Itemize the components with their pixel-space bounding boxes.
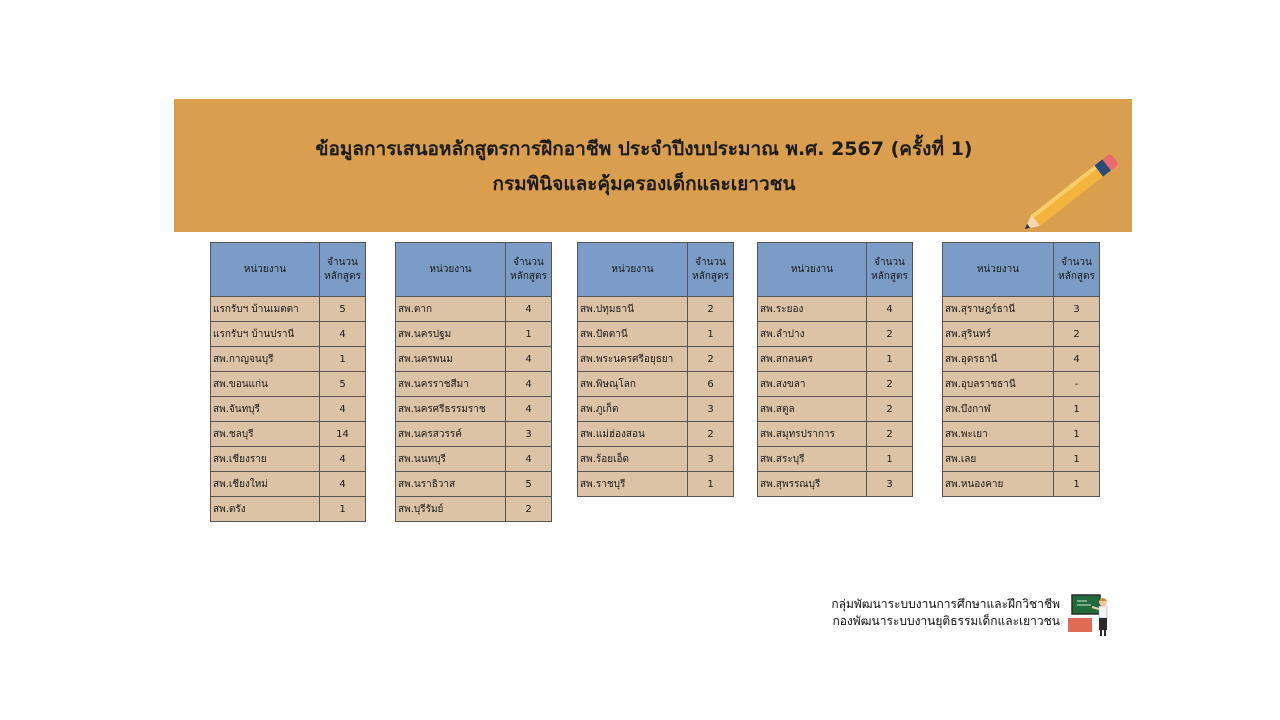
table-row (758, 322, 913, 347)
course-count-cell: 1 (320, 347, 366, 372)
table-row (578, 472, 734, 497)
unit-name-cell: สพ.จันทบุรี (211, 397, 320, 422)
unit-name-cell: สพ.นนทบุรี (396, 447, 506, 472)
course-count-cell: 3 (506, 422, 552, 447)
unit-name-cell: สพ.บึงกาฬ (943, 397, 1054, 422)
course-count-cell: 5 (506, 472, 552, 497)
unit-name-cell: สพ.นครสวรรค์ (396, 422, 506, 447)
table-row (758, 372, 913, 397)
table-row (211, 422, 366, 447)
course-count-cell: 2 (867, 422, 913, 447)
unit-table-5 (942, 242, 1100, 497)
table-row (758, 472, 913, 497)
table-row (211, 397, 366, 422)
course-count-cell: 3 (867, 472, 913, 497)
unit-name-cell: สพ.นครปฐม (396, 322, 506, 347)
table-row (943, 422, 1100, 447)
unit-name-cell: สพ.นครศรีธรรมราช (396, 397, 506, 422)
course-count-cell: 1 (867, 447, 913, 472)
teacher-icon (1067, 594, 1115, 640)
course-count-cell: 3 (688, 397, 734, 422)
table-row (943, 397, 1100, 422)
course-count-cell: 5 (320, 297, 366, 322)
table-row (211, 372, 366, 397)
table-row (211, 447, 366, 472)
table-header-row (211, 243, 366, 297)
column-header-count: จำนวน หลักสูตร (688, 243, 734, 297)
unit-name-cell: สพ.บุรีรัมย์ (396, 497, 506, 522)
unit-name-cell: สพ.ภูเก็ต (578, 397, 688, 422)
unit-name-cell: สพ.สกลนคร (758, 347, 867, 372)
course-count-cell: 1 (506, 322, 552, 347)
table-row (396, 472, 552, 497)
table-row (943, 472, 1100, 497)
course-count-cell: 1 (1054, 397, 1100, 422)
table-row (578, 372, 734, 397)
course-count-cell: 4 (320, 447, 366, 472)
table-header-row (578, 243, 734, 297)
column-header-unit: หน่วยงาน (758, 243, 867, 297)
table-row (943, 322, 1100, 347)
unit-name-cell: สพ.พิษณุโลก (578, 372, 688, 397)
column-header-count: จำนวน หลักสูตร (320, 243, 366, 297)
table-header-row (943, 243, 1100, 297)
unit-name-cell: สพ.สระบุรี (758, 447, 867, 472)
course-count-cell: 1 (688, 472, 734, 497)
table-row (943, 447, 1100, 472)
column-header-unit: หน่วยงาน (211, 243, 320, 297)
table-row (758, 422, 913, 447)
unit-name-cell: สพ.เชียงใหม่ (211, 472, 320, 497)
course-count-cell: 1 (1054, 447, 1100, 472)
column-header-unit: หน่วยงาน (943, 243, 1054, 297)
course-count-cell: 4 (320, 472, 366, 497)
pencil-icon (1012, 147, 1132, 237)
course-count-cell: 2 (1054, 322, 1100, 347)
course-count-cell: 1 (1054, 422, 1100, 447)
table-row (758, 397, 913, 422)
table-row (211, 297, 366, 322)
unit-name-cell: สพ.ปทุมธานี (578, 297, 688, 322)
course-count-cell: 4 (506, 347, 552, 372)
unit-name-cell: สพ.สุรินทร์ (943, 322, 1054, 347)
unit-name-cell: สพ.ตาก (396, 297, 506, 322)
unit-name-cell: สพ.ลำปาง (758, 322, 867, 347)
unit-name-cell: แรกรับฯ บ้านปรานี (211, 322, 320, 347)
unit-name-cell: สพ.นครราชสีมา (396, 372, 506, 397)
course-count-cell: 4 (506, 447, 552, 472)
table-row (211, 497, 366, 522)
unit-name-cell: สพ.ราชบุรี (578, 472, 688, 497)
course-count-cell: 6 (688, 372, 734, 397)
unit-name-cell: สพ.เชียงราย (211, 447, 320, 472)
table-row (211, 472, 366, 497)
unit-name-cell: สพ.ตรัง (211, 497, 320, 522)
table-row (396, 372, 552, 397)
table-row (578, 297, 734, 322)
table-row (396, 422, 552, 447)
table-row (578, 422, 734, 447)
table-header-row (758, 243, 913, 297)
table-row (758, 447, 913, 472)
course-count-cell: 4 (506, 297, 552, 322)
table-header-row (396, 243, 552, 297)
unit-table-2 (395, 242, 552, 522)
table-row (578, 347, 734, 372)
course-count-cell: 2 (867, 322, 913, 347)
title-banner (174, 99, 1132, 232)
unit-name-cell: สพ.แม่ฮ่องสอน (578, 422, 688, 447)
unit-name-cell: สพ.เลย (943, 447, 1054, 472)
unit-name-cell: สพ.ขอนแก่น (211, 372, 320, 397)
unit-name-cell: สพ.อุดรธานี (943, 347, 1054, 372)
unit-name-cell: สพ.สุพรรณบุรี (758, 472, 867, 497)
course-count-cell: 4 (320, 397, 366, 422)
course-count-cell: 1 (1054, 472, 1100, 497)
table-row (758, 297, 913, 322)
table-row (396, 447, 552, 472)
course-count-cell: 2 (688, 297, 734, 322)
course-count-cell: - (1054, 372, 1100, 397)
unit-name-cell: แรกรับฯ บ้านเมตตา (211, 297, 320, 322)
course-count-cell: 1 (867, 347, 913, 372)
course-count-cell: 4 (320, 322, 366, 347)
course-count-cell: 3 (1054, 297, 1100, 322)
footer-credit (790, 596, 1060, 630)
course-count-cell: 4 (1054, 347, 1100, 372)
course-count-cell: 2 (506, 497, 552, 522)
table-row (943, 297, 1100, 322)
unit-name-cell: สพ.ร้อยเอ็ด (578, 447, 688, 472)
page-title: ข้อมูลการเสนอหลักสูตรการฝึกอาชีพ ประจำปีงบประมาณ พ.ศ. 2567 (ครั้งที่ 1) (315, 138, 973, 160)
footer-line-1: กลุ่มพัฒนาระบบงานการศึกษาและฝึกวิชาชีพ (831, 597, 1060, 611)
unit-name-cell: สพ.ปัตตานี (578, 322, 688, 347)
course-count-cell: 5 (320, 372, 366, 397)
table-row (943, 347, 1100, 372)
table-row (578, 322, 734, 347)
course-count-cell: 1 (688, 322, 734, 347)
unit-name-cell: สพ.นครพนม (396, 347, 506, 372)
unit-table-1 (210, 242, 366, 522)
column-header-count: จำนวน หลักสูตร (506, 243, 552, 297)
course-count-cell: 14 (320, 422, 366, 447)
table-row (396, 497, 552, 522)
table-row (396, 297, 552, 322)
unit-name-cell: สพ.ระยอง (758, 297, 867, 322)
course-count-cell: 4 (867, 297, 913, 322)
course-count-cell: 2 (688, 347, 734, 372)
table-row (758, 347, 913, 372)
table-row (943, 372, 1100, 397)
table-row (578, 447, 734, 472)
column-header-unit: หน่วยงาน (396, 243, 506, 297)
unit-name-cell: สพ.สตูล (758, 397, 867, 422)
course-count-cell: 2 (867, 397, 913, 422)
table-row (396, 397, 552, 422)
table-row (211, 322, 366, 347)
course-count-cell: 4 (506, 397, 552, 422)
course-count-cell: 4 (506, 372, 552, 397)
course-count-cell: 2 (688, 422, 734, 447)
unit-name-cell: สพ.หนองคาย (943, 472, 1054, 497)
table-row (396, 322, 552, 347)
course-count-cell: 2 (867, 372, 913, 397)
unit-name-cell: สพ.สงขลา (758, 372, 867, 397)
unit-name-cell: สพ.อุบลราชธานี (943, 372, 1054, 397)
column-header-count: จำนวน หลักสูตร (1054, 243, 1100, 297)
unit-name-cell: สพ.พระนครศรีอยุธยา (578, 347, 688, 372)
table-row (396, 347, 552, 372)
unit-name-cell: สพ.สมุทรปราการ (758, 422, 867, 447)
page-subtitle: กรมพินิจและคุ้มครองเด็กและเยาวชน (492, 173, 796, 195)
course-count-cell: 3 (688, 447, 734, 472)
unit-name-cell: สพ.พะเยา (943, 422, 1054, 447)
unit-name-cell: สพ.นราธิวาส (396, 472, 506, 497)
column-header-count: จำนวน หลักสูตร (867, 243, 913, 297)
unit-table-4 (757, 242, 913, 497)
unit-table-3 (577, 242, 734, 497)
footer-line-2: กองพัฒนาระบบงานยุติธรรมเด็กและเยาวชน (832, 614, 1060, 628)
unit-name-cell: สพ.กาญจนบุรี (211, 347, 320, 372)
unit-name-cell: สพ.สุราษฎร์ธานี (943, 297, 1054, 322)
column-header-unit: หน่วยงาน (578, 243, 688, 297)
unit-name-cell: สพ.ชลบุรี (211, 422, 320, 447)
course-count-cell: 1 (320, 497, 366, 522)
table-row (211, 347, 366, 372)
table-row (578, 397, 734, 422)
